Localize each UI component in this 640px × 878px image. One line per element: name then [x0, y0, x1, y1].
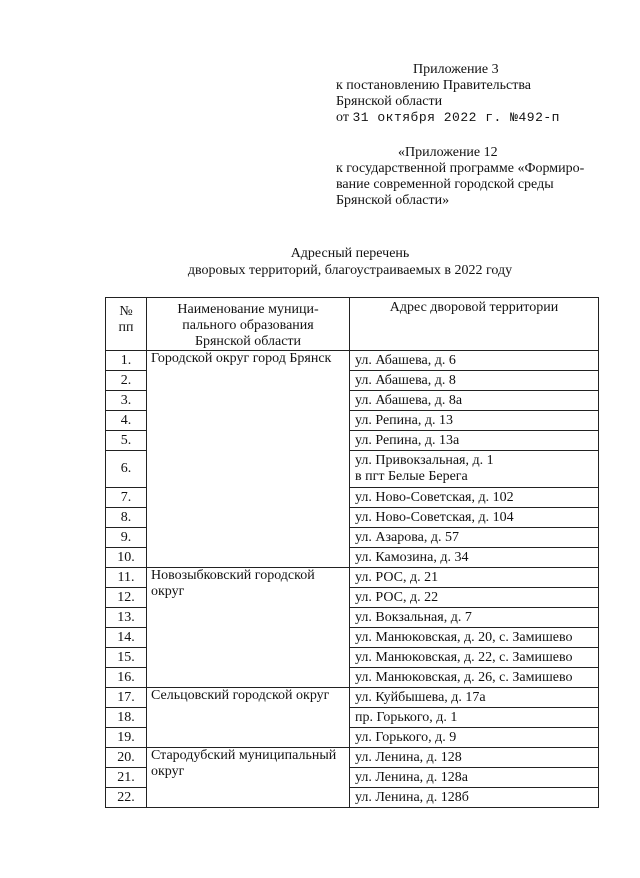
row-number: 18. [106, 708, 147, 728]
row-number: 8. [106, 508, 147, 528]
row-number: 5. [106, 431, 147, 451]
row-number: 3. [106, 391, 147, 411]
address-cell: ул. Манюковская, д. 20, с. Замишево [350, 628, 599, 648]
header-municipality: Наименование муници- пального образования Брянской области [147, 298, 350, 351]
row-number: 22. [106, 788, 147, 808]
municipality-name: Городской округ город Брянск [147, 351, 350, 568]
table-header-row [106, 298, 599, 351]
municipality-name: Стародубский муниципальный округ [147, 748, 350, 808]
address-cell: ул. Ленина, д. 128б [350, 788, 599, 808]
row-number: 11. [106, 568, 147, 588]
address-cell: ул. Привокзальная, д. 1 в пгт Белые Берега [350, 451, 599, 488]
appendix-line: Брянской области [336, 94, 443, 109]
row-number: 16. [106, 668, 147, 688]
address-cell: ул. Абашева, д. 6 [350, 351, 599, 371]
address-cell: пр. Горького, д. 1 [350, 708, 599, 728]
program-line: вание современной городской среды [336, 177, 554, 192]
row-number: 14. [106, 628, 147, 648]
row-number: 15. [106, 648, 147, 668]
address-cell: ул. Репина, д. 13 [350, 411, 599, 431]
address-cell: ул. Абашева, д. 8 [350, 371, 599, 391]
row-number: 2. [106, 371, 147, 391]
appendix-line: к постановлению Правительства [336, 78, 532, 93]
row-number: 10. [106, 548, 147, 568]
header-num: № пп [106, 298, 147, 351]
appendix-date [336, 110, 560, 126]
address-cell: ул. Горького, д. 9 [350, 728, 599, 748]
appendix-header [336, 62, 560, 126]
address-cell: ул. Ново-Советская, д. 102 [350, 488, 599, 508]
program-line: «Приложение 12 [398, 145, 498, 160]
address-cell: ул. Манюковская, д. 26, с. Замишево [350, 668, 599, 688]
row-number: 17. [106, 688, 147, 708]
row-number: 20. [106, 748, 147, 768]
address-cell: ул. РОС, д. 21 [350, 568, 599, 588]
address-cell: ул. Азарова, д. 57 [350, 528, 599, 548]
address-table [105, 297, 599, 808]
row-number: 13. [106, 608, 147, 628]
table-row [106, 748, 599, 768]
title-line-2: дворовых территорий, благоустраиваемых в 2022 году [187, 263, 513, 278]
address-cell: ул. Абашева, д. 8а [350, 391, 599, 411]
row-number: 4. [106, 411, 147, 431]
address-cell: ул. РОС, д. 22 [350, 588, 599, 608]
row-number: 12. [106, 588, 147, 608]
municipality-name: Новозыбковский городской округ [147, 568, 350, 688]
program-line: к государственной программе «Формиро- [336, 161, 585, 176]
address-cell: ул. Репина, д. 13а [350, 431, 599, 451]
row-number: 7. [106, 488, 147, 508]
row-number: 6. [106, 451, 147, 488]
address-cell: ул. Манюковская, д. 22, с. Замишево [350, 648, 599, 668]
address-cell: ул. Ново-Советская, д. 104 [350, 508, 599, 528]
address-cell: ул. Ленина, д. 128а [350, 768, 599, 788]
row-number: 1. [106, 351, 147, 371]
table-row [106, 688, 599, 708]
table-row [106, 351, 599, 371]
row-number: 9. [106, 528, 147, 548]
date-stamp: 31 октября 2022 г. №492-п [352, 110, 560, 125]
table-body [106, 351, 599, 808]
row-number: 19. [106, 728, 147, 748]
appendix-line: Приложение 3 [413, 62, 499, 77]
address-cell: ул. Вокзальная, д. 7 [350, 608, 599, 628]
row-number: 21. [106, 768, 147, 788]
header-address: Адрес дворовой территории [350, 298, 599, 351]
address-cell: ул. Куйбышева, д. 17а [350, 688, 599, 708]
program-line: Брянской области» [336, 193, 450, 208]
document-title [0, 245, 640, 279]
program-header [336, 145, 584, 209]
table-row [106, 568, 599, 588]
address-cell: ул. Камозина, д. 34 [350, 548, 599, 568]
date-prefix: от [336, 110, 353, 125]
title-line-1: Адресный перечень [290, 246, 410, 261]
municipality-name: Сельцовский городской округ [147, 688, 350, 748]
address-cell: ул. Ленина, д. 128 [350, 748, 599, 768]
